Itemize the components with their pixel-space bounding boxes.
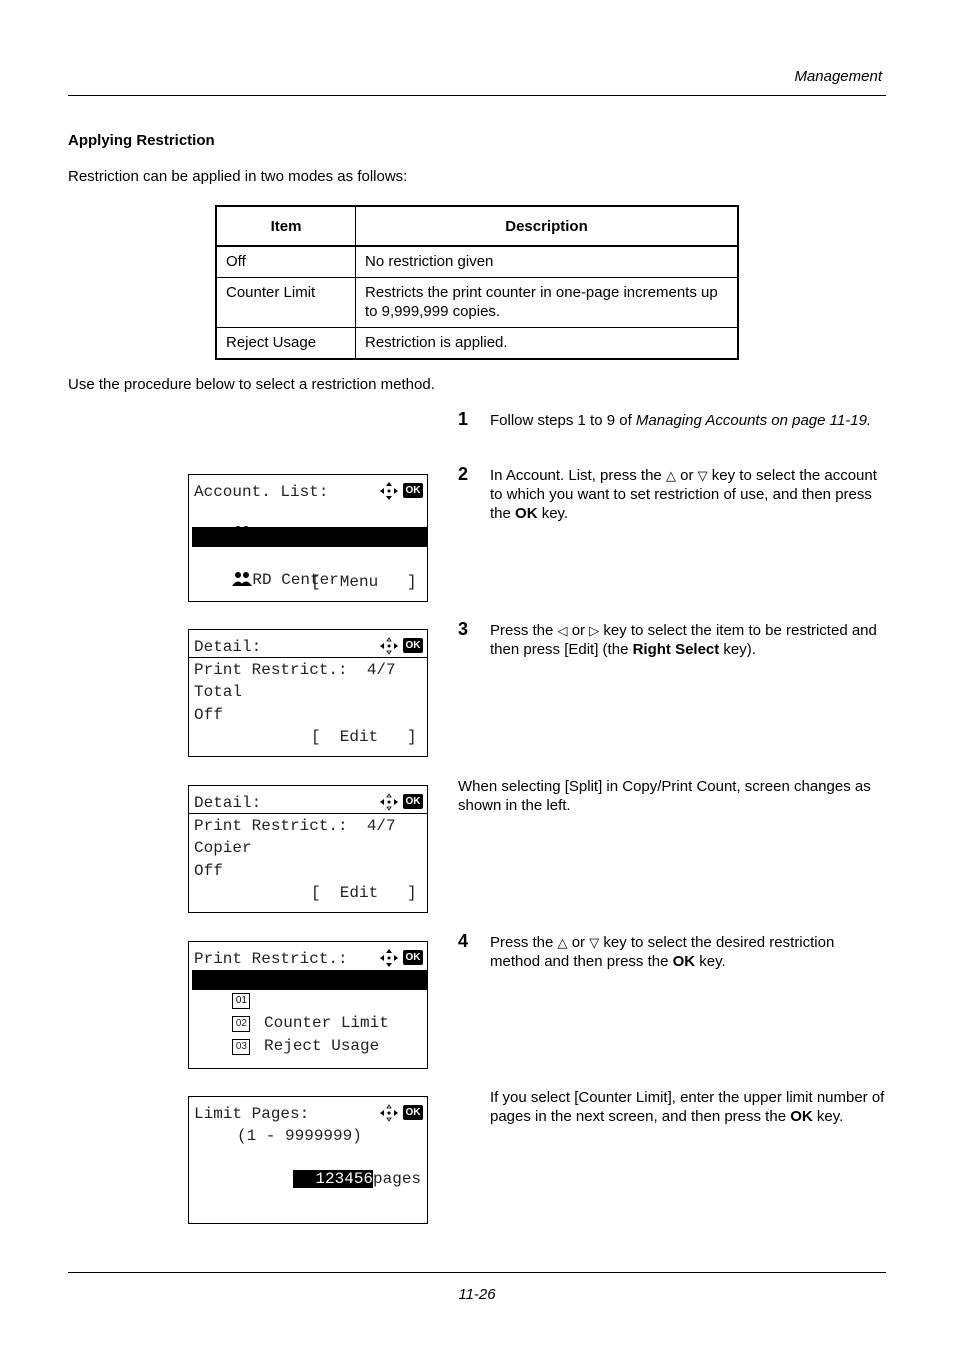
ok-icon: OK (403, 1105, 423, 1120)
step-link-text: Managing Accounts on page 11-19 (635, 412, 867, 429)
step-text-1 (490, 411, 886, 430)
down-arrow-icon: ▽ (697, 468, 708, 483)
option-number-badge: 02 (232, 1016, 250, 1032)
cross-navigation-icon (379, 481, 399, 501)
note-counter-limit (490, 1088, 890, 1126)
lcd-softkey-edit[interactable]: [ Edit ] (311, 884, 417, 902)
step-text-part: Follow steps 1 to 9 of (490, 412, 636, 429)
intro-text: Restriction can be applied in two modes as follows: (68, 168, 408, 185)
option-number-badge: 03 (232, 1039, 250, 1055)
step-text-part: key to select the item to be restricted and then press [Edit] (the (490, 622, 877, 658)
lcd-detail-copier (188, 785, 428, 913)
step-number-4: 4 (458, 931, 469, 951)
table-header-description: Description (356, 206, 739, 246)
lcd-option-selected[interactable] (194, 970, 293, 1009)
right-select-key-label: Right Select (632, 641, 720, 658)
ok-key-label: OK (515, 505, 538, 522)
lcd-softkey-edit[interactable]: [ Edit ] (311, 728, 417, 746)
lcd-title: Detail: (194, 638, 262, 656)
left-right-navigation-icon (379, 792, 399, 812)
table-cell: Restricts the print counter in one-page increments up to 9,999,999 copies. (356, 278, 739, 328)
step-number-2: 2 (458, 464, 469, 484)
up-arrow-icon: △ (557, 935, 568, 950)
step-text-part: In Account. List, press the (490, 467, 666, 484)
header-rule (68, 95, 886, 96)
lcd-line: Print Restrict.: 4/7 (194, 817, 396, 835)
lcd-account-list (188, 474, 428, 602)
step-text-part: key to select the desired restriction method and then press the (490, 934, 835, 970)
cross-navigation-icon (379, 948, 399, 968)
limit-pages-input[interactable]: 123456 (293, 1170, 373, 1188)
procedure-intro: Use the procedure below to select a restriction method. (68, 376, 435, 393)
step-text-part: . (866, 412, 872, 429)
footer-rule (68, 1272, 886, 1273)
note-text-part: If you select [Counter Limit], enter the upper limit number of pages in the next screen, and then press the (490, 1089, 885, 1125)
lcd-list-item-selected (194, 527, 349, 566)
lcd-title: Limit Pages: (194, 1105, 310, 1123)
table-cell: Counter Limit (216, 278, 356, 328)
step-text-part: or (567, 934, 590, 951)
section-heading: Applying Restriction (68, 132, 215, 149)
table-row (216, 246, 738, 278)
lcd-list-item-label: GUI Design (252, 548, 349, 566)
lcd-option[interactable] (194, 1016, 380, 1055)
step-text-part: key. (537, 505, 569, 522)
note-text-part: key. (812, 1108, 844, 1125)
step-text-part: or (675, 467, 698, 484)
note-split: When selecting [Split] in Copy/Print Count, screen changes as shown in the left. (458, 778, 871, 814)
down-arrow-icon: ▽ (589, 935, 600, 950)
step-text-part: Press the (490, 934, 558, 951)
step-number-3: 3 (458, 619, 469, 639)
running-header: Management (794, 68, 882, 85)
lcd-line: Off (194, 706, 223, 724)
lcd-value-row (255, 1149, 422, 1188)
lcd-limit-pages (188, 1096, 428, 1224)
left-right-navigation-icon (379, 636, 399, 656)
lcd-option-label: Reject Usage (254, 1037, 380, 1055)
lcd-detail-total (188, 629, 428, 757)
ok-icon: OK (403, 483, 423, 498)
lcd-softkey-menu[interactable]: [ Menu ] (311, 573, 417, 591)
lcd-title: Account. List: (194, 483, 329, 501)
lcd-line: Off (194, 862, 223, 880)
lcd-range: (1 - 9999999) (237, 1127, 362, 1145)
right-arrow-icon: ▷ (589, 623, 600, 638)
step-text-part: key). (719, 641, 756, 658)
up-arrow-icon: △ (665, 468, 676, 483)
lcd-title: Print Restrict.: (194, 950, 348, 968)
lcd-title: Detail: (194, 794, 262, 812)
table-cell: No restriction given (356, 246, 739, 278)
step-text-part: key. (695, 953, 726, 970)
lcd-separator (189, 813, 427, 814)
lcd-print-restrict (188, 941, 428, 1069)
table-cell: Off (216, 246, 356, 278)
lcd-list-item (194, 504, 358, 524)
table-header-item: Item (216, 206, 356, 246)
lcd-list-item-label: RD Center (252, 571, 339, 589)
step-text-part: or (567, 622, 590, 639)
page-number: 11-26 (458, 1286, 496, 1303)
lcd-line: Copier (194, 839, 252, 857)
step-text-2 (490, 466, 886, 523)
table-row (216, 278, 738, 328)
step-text-part: Press the (490, 622, 558, 639)
group-icon (232, 570, 252, 586)
step-text-4 (490, 933, 886, 971)
option-number-badge: 01 (232, 993, 250, 1009)
table-cell: Reject Usage (216, 328, 356, 360)
lcd-line: Print Restrict.: 4/7 (194, 661, 396, 679)
lcd-list-item (194, 550, 339, 589)
lcd-line: Total (194, 683, 243, 701)
left-arrow-icon: ◁ (557, 623, 568, 638)
step-text-3 (490, 621, 886, 659)
table-row (216, 328, 738, 360)
restriction-table (215, 205, 739, 360)
lcd-option-label: *Off (254, 991, 293, 1009)
lcd-option-label: Counter Limit (254, 1014, 389, 1032)
table-header-row (216, 206, 738, 246)
lcd-separator (189, 657, 427, 658)
lcd-option[interactable] (194, 993, 389, 1032)
ok-icon: OK (403, 794, 423, 809)
ok-key-label: OK (790, 1108, 813, 1125)
step-text-part: key to select the account to which you want to set restriction of use, and then press the (490, 467, 877, 522)
step-number-1: 1 (458, 409, 469, 429)
lcd-unit: pages (373, 1170, 422, 1188)
left-right-navigation-icon (379, 1103, 399, 1123)
ok-key-label: OK (672, 953, 696, 970)
ok-icon: OK (403, 950, 423, 965)
ok-icon: OK (403, 638, 423, 653)
table-cell: Restriction is applied. (356, 328, 739, 360)
